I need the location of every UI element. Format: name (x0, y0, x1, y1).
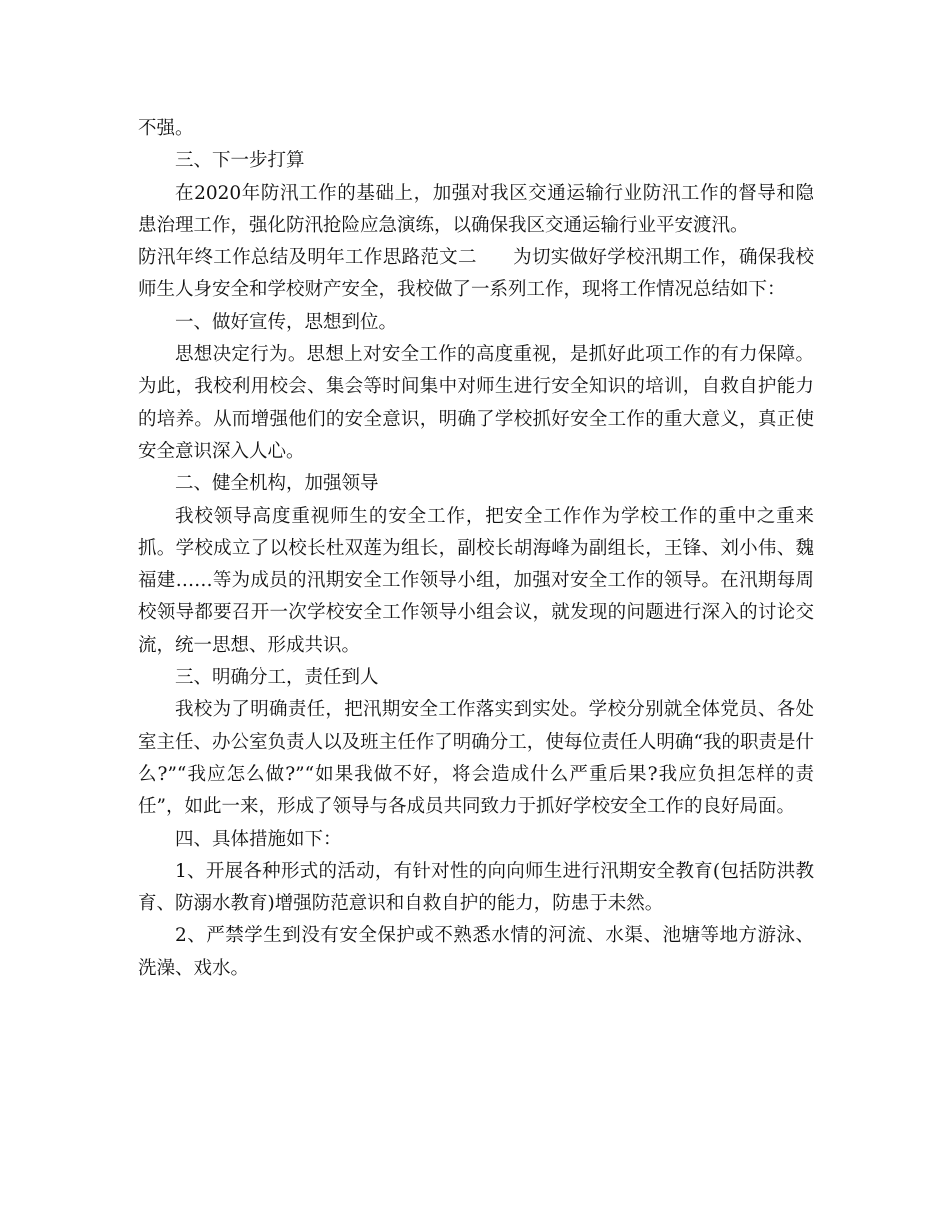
paragraph: 在2020年防汛工作的基础上，加强对我区交通运输行业防汛工作的督导和隐患治理工作，强化防汛抢险应急演练，以确保我区交通运输行业平安渡汛。 (138, 182, 814, 236)
paragraph: 我校为了明确责任，把汛期安全工作落实到实处。学校分别就全体党员、各处室主任、办公室负责人以及班主任作了明确分工，使每位责任人明确“我的职责是什么?”“我应怎么做?”“如果我做不好，将会造成什么严重后果?我应负担怎样的责任”，如此一来，形成了领导与各成员共同致力于抓好学校安全工作的良好局面。 (138, 699, 814, 818)
document-body (138, 113, 814, 985)
section-heading: 三、下一步打算 (175, 150, 305, 172)
list-item: 2、严禁学生到没有安全保护或不熟悉水情的河流、水渠、池塘等地方游泳、洗澡、戏水。 (138, 925, 814, 979)
paragraph: 思想决定行为。思想上对安全工作的高度重视，是抓好此项工作的有力保障。为此，我校利用校会、集会等时间集中对师生进行安全知识的培训，自救自护能力的培养。从而增强他们的安全意识，明确了学校抓好安全工作的重大意义，真正使安全意识深入人心。 (138, 344, 814, 462)
section-heading: 四、具体措施如下： (175, 828, 342, 850)
section-heading: 三、明确分工，责任到人 (175, 667, 379, 689)
list-item: 1、开展各种形式的活动，有针对性的向向师生进行汛期安全教育(包括防洪教育、防溺水教育)增强防范意识和自救自护的能力，防患于未然。 (138, 860, 814, 915)
article-title-paragraph (138, 242, 814, 307)
intro-text: 为切实做好学校汛期工作，确保我校师生人身安全和学校财产安全，我校做了一系列工作，现将工作情况总结如下： (138, 247, 814, 301)
paragraph: 不强。 (138, 118, 194, 139)
article-title: 防汛年终工作总结及明年工作思路范文二 (138, 247, 477, 269)
section-heading: 一、做好宣传，思想到位。 (175, 311, 398, 333)
paragraph: 我校领导高度重视师生的安全工作，把安全工作作为学校工作的重中之重来抓。学校成立了以校长杜双莲为组长，副校长胡海峰为副组长，王锋、刘小伟、魏福建……等为成员的汛期安全工作领导小组，加强对安全工作的领导。在汛期每周校领导都要召开一次学校安全工作领导小组会议，就发现的问题进行深入的讨论交流，统一思想、形成共识。 (138, 505, 814, 656)
section-heading: 二、健全机构，加强领导 (175, 473, 379, 495)
